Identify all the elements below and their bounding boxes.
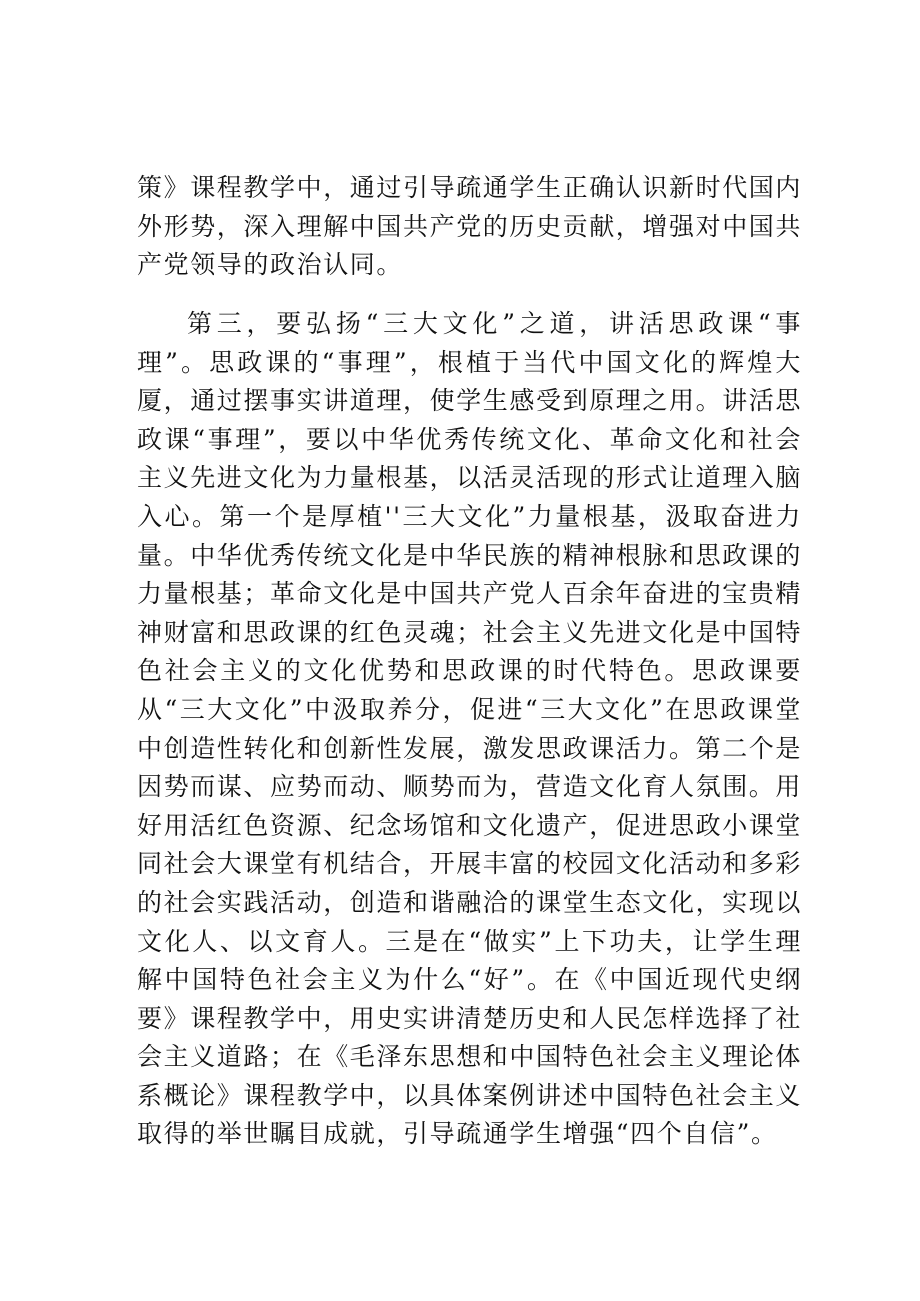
paragraph-third-point bbox=[137, 305, 802, 1154]
paragraph-1-text: 策》课程教学中，通过引导疏通学生正确认识新时代国内外形势，深入理解中国共产党的历史贡献，增强对中国共产党领导的政治认同。 bbox=[137, 173, 803, 280]
paragraph-2-text: 第三，要弘扬“三大文化”之道，讲活思政课“事理”。思政课的“事理”，根植于当代中国文化的辉煌大厦，通过摆事实讲道理，使学生感受到原理之用。讲活思政课“事理”，要以中华优秀传统文化、革命文化和社会主义先进文化为力量根基，以活灵活现的形式让道理入脑入心。第一个是厚植''三大文化”力量根基，汲取奋进力量。中华优秀传统文化是中华民族的精神根脉和思政课的力量根基；革命文化是中国共产党人百余年奋进的宝贵精神财富和思政课的红色灵魂；社会主义先进文化是中国特色社会主义的文化优势和思政课的时代特色。思政课要从“三大文化”中汲取养分，促进“三大文化”在思政课堂中创造性转化和创新性发展，激发思政课活力。第二个是因势而谋、应势而动、顺势而为，营造文化育人氛围。用好用活红色资源、纪念场馆和文化遗产，促进思政小课堂同社会大课堂有机结合，开展丰富的校园文化活动和多彩的社会实践活动，创造和谐融洽的课堂生态文化，实现以文化人、以文育人。三是在“做实”上下功夫，让学生理解中国特色社会主义为什么“好”。在《中国近现代史纲要》课程教学中，用史实讲清楚历史和人民怎样选择了社会主义道路；在《毛泽东思想和中国特色社会主义理论体系概论》课程教学中，以具体案例讲述中国特色社会主义取得的举世瞩目成就，引导疏通学生增强“四个自信”。 bbox=[137, 309, 803, 1149]
paragraph-continued bbox=[137, 169, 802, 285]
